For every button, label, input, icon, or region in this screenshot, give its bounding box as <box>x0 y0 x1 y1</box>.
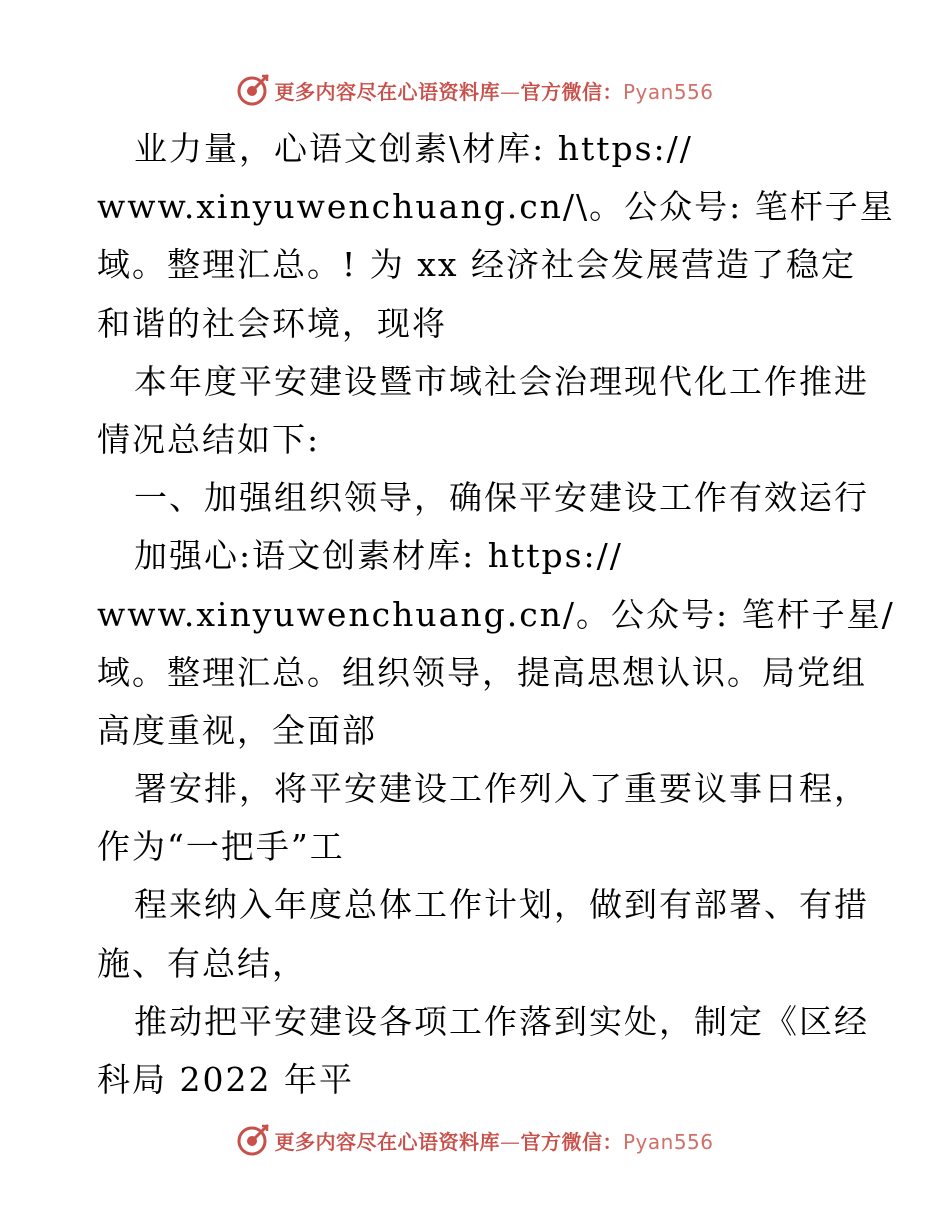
header-banner <box>0 70 950 110</box>
text-line: 程来纳入年度总体工作计划，做到有部署、有措 <box>134 885 869 925</box>
brand-logo-icon <box>236 73 270 107</box>
section-heading: 一、加强组织领导，确保平安建设工作有效运行 <box>134 478 869 518</box>
text-line: 情况总结如下: <box>97 419 321 459</box>
brand-logo-icon <box>236 1123 270 1157</box>
banner-dash: — <box>499 1129 521 1154</box>
text-line: 域。整理汇总。组织领导，提高思想认识。局党组 <box>97 652 867 692</box>
brand-text: 更多内容尽在心语资料库 <box>274 1129 500 1154</box>
text-line: 作为“一把手”工 <box>97 827 345 867</box>
contact-value: Pyan556 <box>622 79 714 104</box>
contact-value: Pyan556 <box>622 1129 714 1154</box>
banner-text <box>274 1126 713 1155</box>
text-line: 加强心:语文创素材库: https:// <box>134 536 623 576</box>
text-line: www.xinyuwenchuang.cn/\。公众号: 笔杆子星 <box>97 187 895 227</box>
document-body <box>97 120 895 1109</box>
contact-label: 官方微信： <box>520 1129 623 1154</box>
text-line: 推动把平安建设各项工作落到实处，制定《区经 <box>134 1001 869 1041</box>
text-line: 科局 2022 年平 <box>97 1060 354 1099</box>
text-line: 施、有总结， <box>97 943 307 983</box>
text-line: 高度重视，全面部 <box>97 710 377 750</box>
text-line: 和谐的社会环境，现将 <box>97 303 447 343</box>
contact-label: 官方微信： <box>520 79 623 104</box>
text-line: 业力量，心语文创素\材库: https:// <box>134 129 693 168</box>
text-line: 署安排，将平安建设工作列入了重要议事日程， <box>134 769 869 809</box>
banner-text <box>274 76 713 105</box>
banner-dash: — <box>499 79 521 104</box>
footer-banner <box>0 1120 950 1160</box>
text-line: www.xinyuwenchuang.cn/。公众号: 笔杆子星/ <box>97 594 895 634</box>
brand-text: 更多内容尽在心语资料库 <box>274 79 500 104</box>
text-line: 本年度平安建设暨市域社会治理现代化工作推进 <box>134 361 869 401</box>
text-line: 域。整理汇总。! 为 xx 经济社会发展营造了稳定 <box>97 245 856 285</box>
